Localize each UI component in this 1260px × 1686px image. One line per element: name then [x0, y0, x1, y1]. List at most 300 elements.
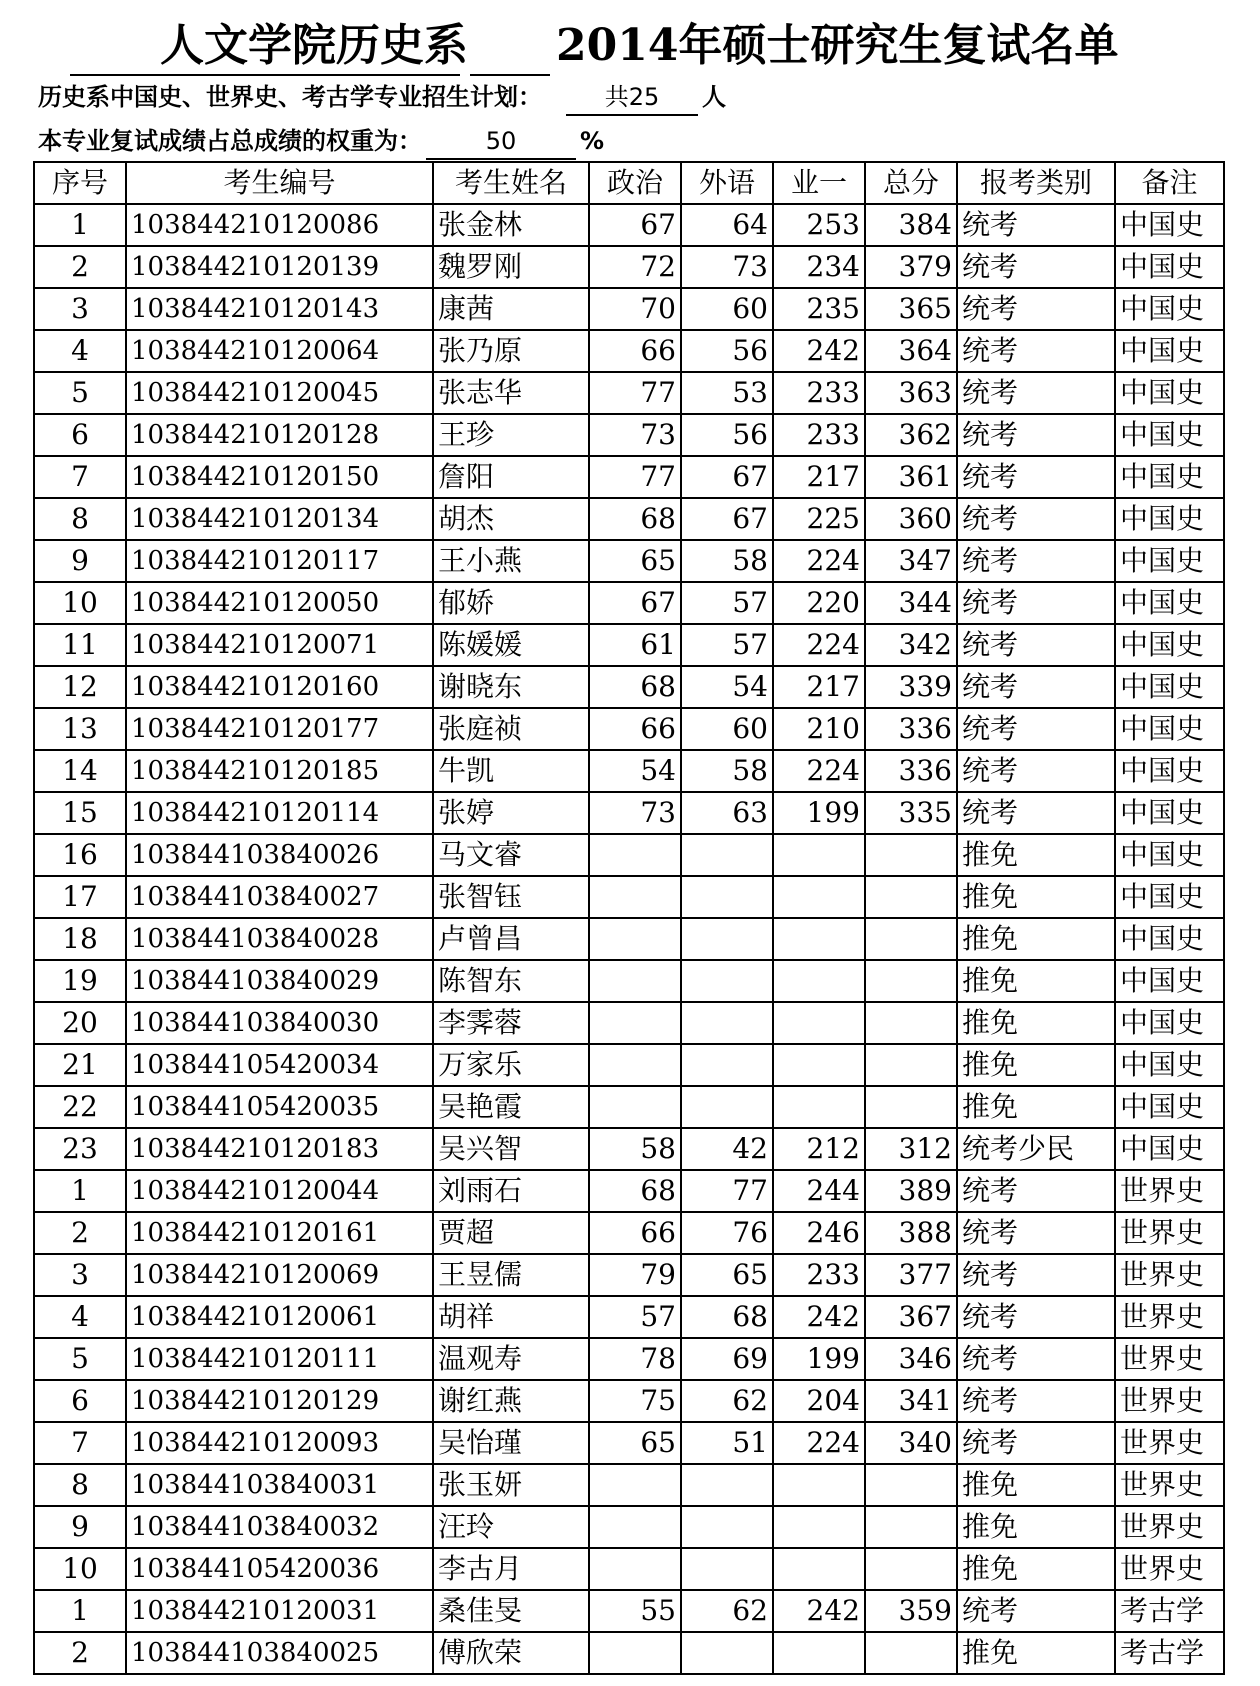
cell-remark: 世界史 — [1115, 1380, 1224, 1422]
table-row — [34, 204, 1224, 246]
cell-candidate-name: 傅欣荣 — [433, 1632, 589, 1674]
cell-politics: 54 — [589, 750, 681, 792]
page-title — [70, 18, 1250, 74]
cell-foreign-language — [681, 1506, 773, 1548]
cell-politics: 58 — [589, 1128, 681, 1170]
cell-total: 362 — [865, 414, 957, 456]
cell-politics: 73 — [589, 414, 681, 456]
cell-exam-category: 统考 — [957, 288, 1115, 330]
cell-foreign-language: 73 — [681, 246, 773, 288]
cell-major-one — [773, 1464, 865, 1506]
table-header-row — [34, 162, 1224, 204]
cell-politics — [589, 1086, 681, 1128]
table-row — [34, 1632, 1224, 1674]
cell-candidate-id: 103844210120129 — [126, 1380, 433, 1422]
cell-total — [865, 1044, 957, 1086]
table-row — [34, 624, 1224, 666]
enrollment-plan-value — [566, 80, 698, 116]
cell-politics: 73 — [589, 792, 681, 834]
cell-politics — [589, 1044, 681, 1086]
cell-major-one: 212 — [773, 1128, 865, 1170]
cell-total: 346 — [865, 1338, 957, 1380]
cell-exam-category: 统考 — [957, 540, 1115, 582]
cell-major-one: 204 — [773, 1380, 865, 1422]
cell-seq: 1 — [34, 1170, 126, 1212]
table-body — [34, 204, 1224, 1674]
cell-seq: 5 — [34, 372, 126, 414]
cell-candidate-name: 王昱儒 — [433, 1254, 589, 1296]
cell-foreign-language: 54 — [681, 666, 773, 708]
cell-foreign-language: 42 — [681, 1128, 773, 1170]
cell-seq: 5 — [34, 1338, 126, 1380]
cell-candidate-name: 王小燕 — [433, 540, 589, 582]
table-row — [34, 1212, 1224, 1254]
cell-total — [865, 1002, 957, 1044]
cell-candidate-id: 103844210120114 — [126, 792, 433, 834]
cell-major-one: 224 — [773, 540, 865, 582]
table-row — [34, 1464, 1224, 1506]
cell-candidate-id: 103844210120093 — [126, 1422, 433, 1464]
cell-politics: 66 — [589, 708, 681, 750]
table-row — [34, 288, 1224, 330]
cell-exam-category: 推免 — [957, 918, 1115, 960]
enrollment-plan-unit: 人 — [702, 83, 726, 111]
cell-candidate-id: 103844210120134 — [126, 498, 433, 540]
cell-remark: 中国史 — [1115, 876, 1224, 918]
cell-candidate-name: 刘雨石 — [433, 1170, 589, 1212]
cell-major-one: 253 — [773, 204, 865, 246]
cell-exam-category: 统考 — [957, 1296, 1115, 1338]
table-row — [34, 1296, 1224, 1338]
cell-candidate-id: 103844210120086 — [126, 204, 433, 246]
cell-foreign-language: 67 — [681, 498, 773, 540]
cell-candidate-name: 胡杰 — [433, 498, 589, 540]
cell-candidate-name: 谢红燕 — [433, 1380, 589, 1422]
table-row — [34, 1086, 1224, 1128]
cell-candidate-name: 张智钰 — [433, 876, 589, 918]
cell-remark: 中国史 — [1115, 330, 1224, 372]
cell-foreign-language — [681, 834, 773, 876]
table-row — [34, 666, 1224, 708]
cell-major-one: 224 — [773, 1422, 865, 1464]
cell-exam-category: 统考 — [957, 1212, 1115, 1254]
cell-candidate-name: 张庭祯 — [433, 708, 589, 750]
cell-candidate-id: 103844103840025 — [126, 1632, 433, 1674]
cell-candidate-id: 103844210120185 — [126, 750, 433, 792]
cell-exam-category: 推免 — [957, 1506, 1115, 1548]
table-row — [34, 414, 1224, 456]
cell-remark: 中国史 — [1115, 1128, 1224, 1170]
table-row — [34, 1506, 1224, 1548]
cell-seq: 1 — [34, 1590, 126, 1632]
cell-seq: 15 — [34, 792, 126, 834]
cell-candidate-id: 103844210120071 — [126, 624, 433, 666]
cell-major-one — [773, 1632, 865, 1674]
cell-remark: 中国史 — [1115, 288, 1224, 330]
cell-exam-category: 统考 — [957, 498, 1115, 540]
header-seq: 序号 — [34, 162, 126, 204]
cell-seq: 7 — [34, 1422, 126, 1464]
table-row — [34, 834, 1224, 876]
cell-politics: 68 — [589, 1170, 681, 1212]
cell-politics — [589, 876, 681, 918]
cell-remark: 中国史 — [1115, 750, 1224, 792]
cell-candidate-name: 马文睿 — [433, 834, 589, 876]
cell-candidate-id: 103844210120128 — [126, 414, 433, 456]
cell-candidate-name: 魏罗刚 — [433, 246, 589, 288]
cell-seq: 23 — [34, 1128, 126, 1170]
cell-candidate-id: 103844103840026 — [126, 834, 433, 876]
cell-total: 367 — [865, 1296, 957, 1338]
cell-exam-category: 统考 — [957, 372, 1115, 414]
cell-politics: 61 — [589, 624, 681, 666]
cell-candidate-name: 张婷 — [433, 792, 589, 834]
cell-exam-category: 推免 — [957, 834, 1115, 876]
table-row — [34, 330, 1224, 372]
cell-candidate-id: 103844210120050 — [126, 582, 433, 624]
cell-major-one: 224 — [773, 624, 865, 666]
cell-total: 361 — [865, 456, 957, 498]
cell-candidate-id: 103844210120031 — [126, 1590, 433, 1632]
cell-exam-category: 推免 — [957, 1002, 1115, 1044]
cell-total — [865, 876, 957, 918]
enrollment-plan-line — [38, 80, 726, 116]
cell-major-one — [773, 1506, 865, 1548]
cell-foreign-language — [681, 918, 773, 960]
cell-foreign-language: 53 — [681, 372, 773, 414]
cell-candidate-id: 103844103840027 — [126, 876, 433, 918]
cell-candidate-name: 万家乐 — [433, 1044, 589, 1086]
cell-total — [865, 960, 957, 1002]
cell-foreign-language — [681, 1002, 773, 1044]
cell-seq: 9 — [34, 540, 126, 582]
cell-major-one: 244 — [773, 1170, 865, 1212]
cell-remark: 世界史 — [1115, 1338, 1224, 1380]
cell-total: 363 — [865, 372, 957, 414]
cell-exam-category: 统考 — [957, 666, 1115, 708]
cell-politics — [589, 834, 681, 876]
cell-seq: 22 — [34, 1086, 126, 1128]
cell-foreign-language — [681, 1632, 773, 1674]
cell-candidate-id: 103844210120160 — [126, 666, 433, 708]
header-major-one: 业一 — [773, 162, 865, 204]
cell-foreign-language — [681, 960, 773, 1002]
cell-total: 384 — [865, 204, 957, 246]
cell-remark: 世界史 — [1115, 1548, 1224, 1590]
cell-major-one — [773, 1548, 865, 1590]
cell-seq: 20 — [34, 1002, 126, 1044]
cell-foreign-language: 62 — [681, 1590, 773, 1632]
enrollment-plan-label: 历史系中国史、世界史、考古学专业招生计划： — [38, 83, 542, 111]
cell-exam-category: 推免 — [957, 1632, 1115, 1674]
cell-remark: 中国史 — [1115, 1044, 1224, 1086]
cell-remark: 中国史 — [1115, 708, 1224, 750]
cell-seq: 14 — [34, 750, 126, 792]
cell-candidate-id: 103844103840028 — [126, 918, 433, 960]
cell-major-one: 233 — [773, 372, 865, 414]
cell-seq: 4 — [34, 330, 126, 372]
cell-foreign-language: 56 — [681, 330, 773, 372]
cell-foreign-language: 65 — [681, 1254, 773, 1296]
table-row — [34, 1254, 1224, 1296]
cell-candidate-id: 103844105420035 — [126, 1086, 433, 1128]
table-row — [34, 792, 1224, 834]
cell-foreign-language: 58 — [681, 540, 773, 582]
cell-foreign-language: 57 — [681, 624, 773, 666]
header-politics: 政治 — [589, 162, 681, 204]
cell-major-one — [773, 1002, 865, 1044]
cell-remark: 考古学 — [1115, 1590, 1224, 1632]
cell-candidate-id: 103844210120117 — [126, 540, 433, 582]
cell-foreign-language — [681, 1086, 773, 1128]
cell-candidate-name: 吴怡瑾 — [433, 1422, 589, 1464]
enrollment-plan-value-text: 共25 — [604, 83, 660, 111]
header-remark: 备注 — [1115, 162, 1224, 204]
cell-major-one — [773, 1086, 865, 1128]
cell-foreign-language: 51 — [681, 1422, 773, 1464]
cell-politics: 67 — [589, 582, 681, 624]
cell-major-one — [773, 960, 865, 1002]
cell-seq: 1 — [34, 204, 126, 246]
cell-seq: 11 — [34, 624, 126, 666]
cell-total: 377 — [865, 1254, 957, 1296]
cell-major-one — [773, 876, 865, 918]
table-row — [34, 1044, 1224, 1086]
cell-total: 379 — [865, 246, 957, 288]
cell-candidate-name: 吴艳霞 — [433, 1086, 589, 1128]
cell-foreign-language: 62 — [681, 1380, 773, 1422]
cell-seq: 8 — [34, 498, 126, 540]
cell-seq: 13 — [34, 708, 126, 750]
weight-label: 本专业复试成绩占总成绩的权重为： — [38, 127, 422, 155]
cell-total: 388 — [865, 1212, 957, 1254]
cell-major-one: 235 — [773, 288, 865, 330]
cell-candidate-id: 103844103840031 — [126, 1464, 433, 1506]
table-row — [34, 246, 1224, 288]
cell-total — [865, 834, 957, 876]
cell-seq: 8 — [34, 1464, 126, 1506]
cell-foreign-language: 69 — [681, 1338, 773, 1380]
cell-major-one — [773, 1044, 865, 1086]
cell-remark: 世界史 — [1115, 1170, 1224, 1212]
table-row — [34, 1128, 1224, 1170]
cell-remark: 中国史 — [1115, 456, 1224, 498]
cell-seq: 9 — [34, 1506, 126, 1548]
cell-exam-category: 推免 — [957, 1044, 1115, 1086]
table-row — [34, 960, 1224, 1002]
cell-politics: 68 — [589, 666, 681, 708]
cell-candidate-name: 李古月 — [433, 1548, 589, 1590]
cell-seq: 10 — [34, 582, 126, 624]
cell-exam-category: 统考 — [957, 624, 1115, 666]
table-row — [34, 1002, 1224, 1044]
cell-candidate-name: 李霁蓉 — [433, 1002, 589, 1044]
table-row — [34, 498, 1224, 540]
cell-exam-category: 统考 — [957, 204, 1115, 246]
cell-foreign-language: 60 — [681, 288, 773, 330]
header-total: 总分 — [865, 162, 957, 204]
cell-seq: 6 — [34, 1380, 126, 1422]
header-exam-category: 报考类别 — [957, 162, 1115, 204]
cell-candidate-name: 谢晓东 — [433, 666, 589, 708]
cell-candidate-id: 103844210120069 — [126, 1254, 433, 1296]
cell-exam-category: 统考 — [957, 414, 1115, 456]
cell-total: 359 — [865, 1590, 957, 1632]
cell-remark: 中国史 — [1115, 1002, 1224, 1044]
cell-foreign-language — [681, 1548, 773, 1590]
table-row — [34, 1422, 1224, 1464]
candidate-table — [33, 161, 1225, 1675]
cell-remark: 中国史 — [1115, 1086, 1224, 1128]
cell-foreign-language: 57 — [681, 582, 773, 624]
cell-exam-category: 统考 — [957, 1380, 1115, 1422]
cell-candidate-id: 103844103840032 — [126, 1506, 433, 1548]
header-foreign-language: 外语 — [681, 162, 773, 204]
cell-candidate-name: 牛凯 — [433, 750, 589, 792]
cell-total: 344 — [865, 582, 957, 624]
cell-politics — [589, 1506, 681, 1548]
cell-politics — [589, 1002, 681, 1044]
cell-total: 336 — [865, 750, 957, 792]
cell-candidate-id: 103844210120177 — [126, 708, 433, 750]
cell-candidate-id: 103844103840030 — [126, 1002, 433, 1044]
cell-candidate-id: 103844210120150 — [126, 456, 433, 498]
cell-major-one: 242 — [773, 330, 865, 372]
cell-candidate-id: 103844210120064 — [126, 330, 433, 372]
cell-major-one: 233 — [773, 414, 865, 456]
cell-seq: 16 — [34, 834, 126, 876]
header-candidate-name: 考生姓名 — [433, 162, 589, 204]
cell-total: 364 — [865, 330, 957, 372]
cell-candidate-id: 103844210120183 — [126, 1128, 433, 1170]
cell-candidate-id: 103844105420036 — [126, 1548, 433, 1590]
cell-politics — [589, 1464, 681, 1506]
cell-candidate-id: 103844210120045 — [126, 372, 433, 414]
cell-candidate-name: 詹阳 — [433, 456, 589, 498]
table-row — [34, 708, 1224, 750]
cell-exam-category: 统考 — [957, 1338, 1115, 1380]
cell-candidate-name: 张志华 — [433, 372, 589, 414]
cell-politics: 55 — [589, 1590, 681, 1632]
cell-seq: 17 — [34, 876, 126, 918]
cell-exam-category: 统考 — [957, 582, 1115, 624]
cell-politics: 67 — [589, 204, 681, 246]
table-row — [34, 540, 1224, 582]
cell-seq: 7 — [34, 456, 126, 498]
cell-exam-category: 统考 — [957, 456, 1115, 498]
cell-foreign-language — [681, 1464, 773, 1506]
weight-unit: % — [580, 127, 605, 155]
cell-remark: 世界史 — [1115, 1212, 1224, 1254]
cell-candidate-name: 温观寿 — [433, 1338, 589, 1380]
cell-exam-category: 推免 — [957, 1548, 1115, 1590]
cell-remark: 中国史 — [1115, 918, 1224, 960]
cell-total: 336 — [865, 708, 957, 750]
cell-remark: 世界史 — [1115, 1254, 1224, 1296]
cell-exam-category: 统考 — [957, 1254, 1115, 1296]
cell-remark: 中国史 — [1115, 582, 1224, 624]
cell-candidate-name: 康茜 — [433, 288, 589, 330]
cell-candidate-name: 吴兴智 — [433, 1128, 589, 1170]
cell-major-one: 199 — [773, 1338, 865, 1380]
cell-remark: 考古学 — [1115, 1632, 1224, 1674]
cell-seq: 12 — [34, 666, 126, 708]
cell-seq: 2 — [34, 1212, 126, 1254]
cell-seq: 6 — [34, 414, 126, 456]
cell-total: 365 — [865, 288, 957, 330]
cell-foreign-language: 58 — [681, 750, 773, 792]
cell-candidate-name: 卢曾昌 — [433, 918, 589, 960]
cell-candidate-name: 汪玲 — [433, 1506, 589, 1548]
cell-foreign-language: 76 — [681, 1212, 773, 1254]
cell-seq: 19 — [34, 960, 126, 1002]
cell-politics: 75 — [589, 1380, 681, 1422]
cell-total — [865, 1086, 957, 1128]
cell-candidate-id: 103844210120161 — [126, 1212, 433, 1254]
cell-foreign-language: 63 — [681, 792, 773, 834]
cell-candidate-name: 陈智东 — [433, 960, 589, 1002]
cell-candidate-name: 王珍 — [433, 414, 589, 456]
cell-politics: 79 — [589, 1254, 681, 1296]
cell-remark: 世界史 — [1115, 1506, 1224, 1548]
weight-value — [426, 124, 576, 160]
cell-seq: 10 — [34, 1548, 126, 1590]
cell-total — [865, 1464, 957, 1506]
cell-total: 347 — [865, 540, 957, 582]
weight-value-text: 50 — [485, 127, 517, 155]
cell-exam-category: 统考 — [957, 1170, 1115, 1212]
cell-remark: 中国史 — [1115, 498, 1224, 540]
cell-exam-category: 统考 — [957, 330, 1115, 372]
cell-politics: 65 — [589, 1422, 681, 1464]
cell-politics — [589, 1632, 681, 1674]
cell-total: 335 — [865, 792, 957, 834]
cell-politics: 72 — [589, 246, 681, 288]
cell-candidate-name: 郁娇 — [433, 582, 589, 624]
cell-remark: 世界史 — [1115, 1422, 1224, 1464]
cell-remark: 中国史 — [1115, 540, 1224, 582]
cell-total — [865, 918, 957, 960]
cell-candidate-name: 胡祥 — [433, 1296, 589, 1338]
cell-total: 339 — [865, 666, 957, 708]
cell-politics: 66 — [589, 330, 681, 372]
cell-foreign-language — [681, 876, 773, 918]
cell-politics: 70 — [589, 288, 681, 330]
weight-line — [38, 124, 604, 160]
cell-major-one: 234 — [773, 246, 865, 288]
cell-politics — [589, 960, 681, 1002]
cell-politics: 77 — [589, 372, 681, 414]
cell-candidate-id: 103844210120061 — [126, 1296, 433, 1338]
cell-exam-category: 统考少民 — [957, 1128, 1115, 1170]
table-row — [34, 918, 1224, 960]
cell-exam-category: 统考 — [957, 708, 1115, 750]
cell-politics — [589, 1548, 681, 1590]
cell-foreign-language: 77 — [681, 1170, 773, 1212]
cell-candidate-id: 103844103840029 — [126, 960, 433, 1002]
cell-major-one: 224 — [773, 750, 865, 792]
cell-exam-category: 推免 — [957, 876, 1115, 918]
cell-candidate-id: 103844210120111 — [126, 1338, 433, 1380]
cell-major-one: 199 — [773, 792, 865, 834]
cell-remark: 中国史 — [1115, 960, 1224, 1002]
cell-remark: 中国史 — [1115, 792, 1224, 834]
title-department — [70, 18, 468, 76]
cell-foreign-language — [681, 1044, 773, 1086]
title-gap-underline — [470, 18, 550, 76]
cell-politics: 78 — [589, 1338, 681, 1380]
cell-politics: 77 — [589, 456, 681, 498]
